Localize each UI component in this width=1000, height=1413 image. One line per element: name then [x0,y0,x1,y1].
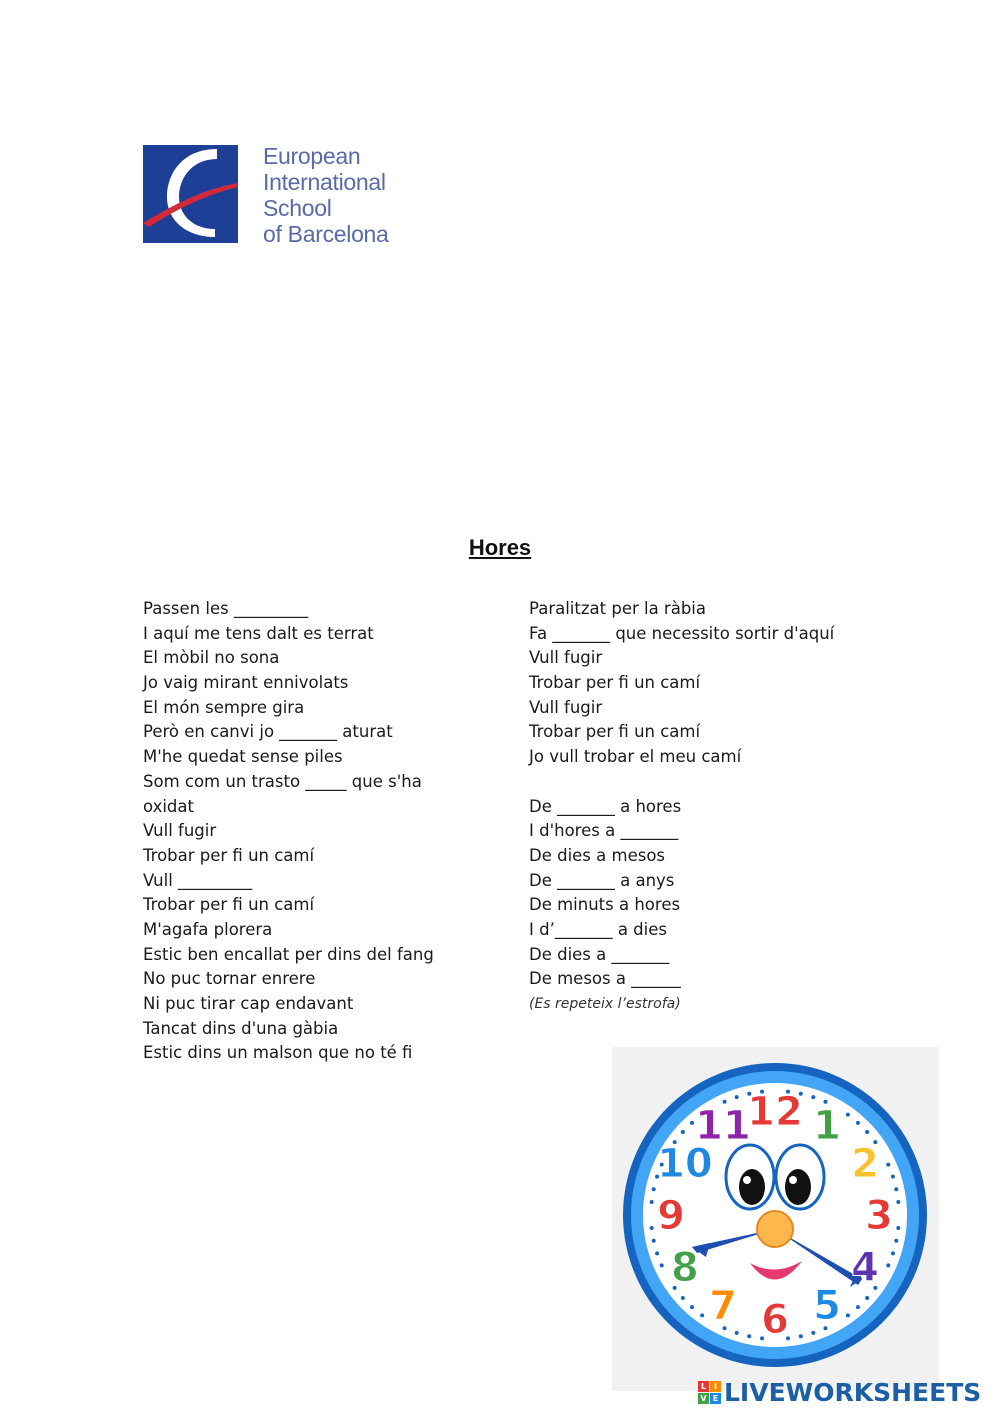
clock-tick [894,1187,898,1191]
lyric-line: Jo vaig mirant ennivolats [143,673,349,693]
lyric-line: El mòbil no sona [143,648,280,668]
lyric-line: Trobar per fi un camí [143,895,315,915]
icon-letter: V [698,1393,709,1404]
clock-tick [886,1163,890,1167]
school-name-line: of Barcelona [263,221,389,247]
lyric-line: De mesos a ______ [529,969,681,989]
lyric-line: Ni puc tirar cap endavant [143,994,354,1013]
page-title: Hores [468,535,532,560]
lyric-line: Fa _______ que necessito sortir d'aquí [529,623,835,643]
clock-tick [690,1121,694,1125]
lyric-line: De dies a mesos [529,845,666,865]
lyric-line: Som com un trasto _____ que s'ha [143,771,422,791]
clock-nose [757,1211,793,1247]
clock-number: 2 [851,1141,879,1187]
lyric-line: I d’_______ a dies [529,919,667,939]
lyric-line: Trobar per fi un camí [143,845,315,865]
school-name-line: School [263,195,332,221]
clock-number: 4 [851,1245,879,1291]
lyric-line: Vull fugir [529,648,603,668]
lyric-line: De dies a _______ [529,944,670,964]
lyric-line: oxidat [143,796,194,816]
clock-number: 6 [761,1297,789,1343]
lyric-line: Vull _________ [143,870,253,890]
clock-tick [846,1313,850,1317]
clock-number: 7 [709,1283,737,1330]
clock-tick [652,1239,656,1243]
liveworksheets-text: LIVEWORKSHEETS [724,1378,982,1407]
clock-illustration [612,1047,939,1391]
lyric-line: Vull fugir [529,697,603,717]
clock-tick [690,1305,694,1309]
icon-letter: L [698,1381,709,1392]
clock-tick [652,1187,656,1191]
clock-number: 3 [865,1193,893,1239]
lyric-line: De _______ a anys [529,870,675,890]
lyric-line: Estic dins un malson que no té fi [143,1043,413,1063]
icon-letter: I [710,1381,721,1392]
clock-tick [700,1313,704,1317]
lyric-line: I aquí me tens dalt es terrat [143,623,374,643]
lyric-line: M'agafa plorera [143,919,273,939]
school-logo-mark [143,145,238,243]
clock-tick [655,1251,659,1255]
lyric-line: No puc tornar enrere [143,969,316,989]
lyric-line: El món sempre gira [143,697,305,717]
clock-tick [865,1296,869,1300]
school-name-line: International [263,169,386,195]
lyric-line: Trobar per fi un camí [529,722,701,742]
school-name-line: European [263,143,361,169]
lyrics-left-column [143,597,473,1066]
lyric-line: Però en canvi jo _______ aturat [143,722,393,742]
clock-tick [891,1175,895,1179]
clock-number: 1 [813,1102,841,1149]
clock-tick [799,1334,803,1338]
clock-tick [660,1263,664,1267]
school-logo [143,145,413,245]
clock-tick [896,1226,900,1230]
lyric-line: Estic ben encallat per dins del fang [143,944,434,964]
clock-tick [865,1130,869,1134]
clock-tick [650,1226,654,1230]
stanza-spacer [529,770,889,795]
liveworksheets-watermark [698,1378,998,1410]
clock-tick [886,1263,890,1267]
clock-number: 9 [657,1193,685,1239]
clock-number: 5 [813,1283,841,1330]
clock-tick [735,1331,739,1335]
clock-tick [681,1296,685,1300]
lyric-line: Vull fugir [143,821,217,841]
lyric-line: Paralitzat per la ràbia [529,599,706,618]
clock-number: 10 [657,1141,713,1187]
lyric-line: Passen les _________ [143,599,309,618]
school-name [263,143,423,247]
lyric-line: De _______ a hores [529,796,682,816]
clock-tick [856,1121,860,1125]
lyric-line: I d'hores a _______ [529,821,679,841]
lyric-line: De minuts a hores [529,895,681,915]
clock-tick [846,1113,850,1117]
clock-tick [896,1200,900,1204]
lyric-line: Tancat dins d'una gàbia [143,1018,339,1038]
clock-tick [894,1239,898,1243]
clock-tick [891,1251,895,1255]
clock-number: 12 [747,1089,803,1135]
clock-tick [735,1095,739,1099]
lyrics-right-column [529,597,889,1017]
lyric-line: M'he quedat sense piles [143,747,343,767]
clock-tick [811,1331,815,1335]
clock-number: 8 [671,1245,699,1291]
clock-tick [811,1095,815,1099]
clock-tick [856,1305,860,1309]
lyric-line: Trobar per fi un camí [529,673,701,693]
icon-letter: E [710,1393,721,1404]
repeat-note: (Es repeteix l’estrofa) [529,996,681,1012]
clock-tick [650,1200,654,1204]
lyric-line: Jo vull trobar el meu camí [529,747,742,767]
clock-tick [747,1334,751,1338]
clock-svg [612,1047,939,1391]
clock-number: 11 [695,1102,751,1149]
liveworksheets-icon [698,1381,722,1405]
clock-tick [681,1130,685,1134]
